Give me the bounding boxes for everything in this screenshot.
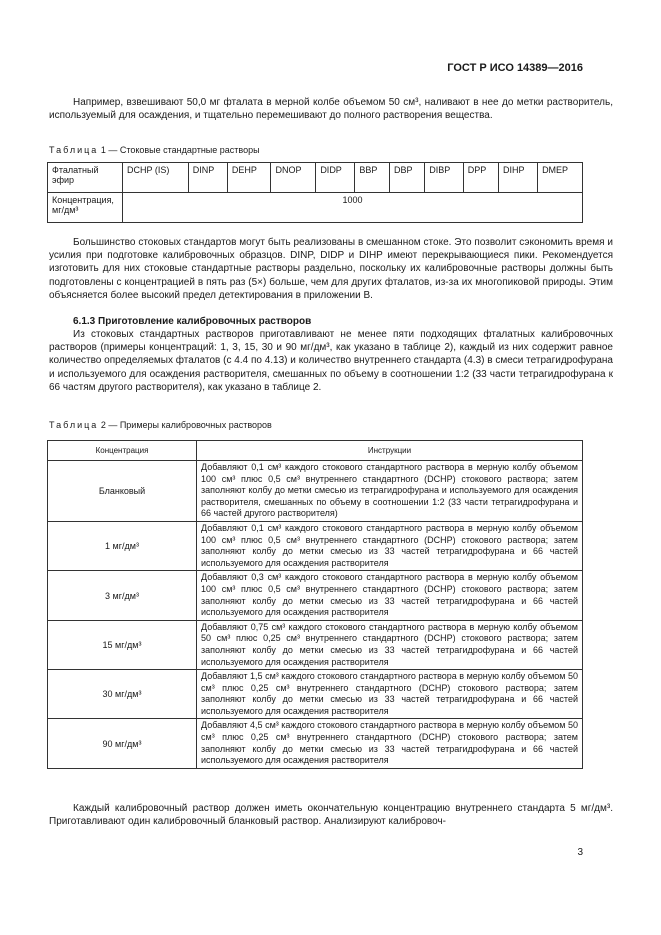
- concentration-cell: 3 мг/дм³: [48, 571, 197, 620]
- table2-header-concentration: Концентрация: [48, 441, 197, 461]
- paragraph-final-concentration: Каждый калибровочный раствор должен иметь окончательную концентрацию внутреннего стандарта 5 мг/дм³. Приготавливают один калибровочный бланковый раствор. Анализируют калибровоч-: [49, 803, 613, 828]
- concentration-cell: 1 мг/дм³: [48, 521, 197, 570]
- table1-row2-label: Концентрация, мг/дм³: [48, 193, 123, 223]
- paragraph-example: Например, взвешивают 50,0 мг фталата в мерной колбе объемом 50 см³, наливают в нее до метки растворитель, используемый для осаждения, и тщательно перемешивают до полного растворения вещества.: [49, 97, 613, 122]
- table2-caption: [49, 420, 272, 430]
- table1-caption: [49, 145, 260, 155]
- concentration-cell: Бланковый: [48, 461, 197, 522]
- table-row: [48, 461, 583, 522]
- instruction-cell: Добавляют 0,3 см³ каждого стокового стандартного раствора в мерную колбу объемом 100 см³ плюс 0,5 см³ внутреннего стандартного (DCHP) стокового раствора; затем заполняют колбу до метки смесью из 33 частей тетрагидрофурана и 66 частей используемого для осаждения растворителя: [197, 571, 583, 620]
- table-row: [48, 521, 583, 570]
- instruction-cell: Добавляют 4,5 см³ каждого стокового стандартного раствора в мерную колбу объемом 50 см³ плюс 0,25 см³ внутреннего стандартного (DCHP) стокового раствора; затем заполняют колбу до метки смесью из 33 частей тетрагидрофурана и 66 частей используемого для осаждения растворителя: [197, 719, 583, 768]
- instruction-cell: Добавляют 0,1 см³ каждого стокового стандартного раствора в мерную колбу объемом 100 см³ плюс 0,5 см³ внутреннего стандартного (DCHP) стокового раствора; затем заполняют колбу до метки смесью из 33 частей тетрагидрофурана и 66 частей используемого для осаждения растворителя: [197, 521, 583, 570]
- standard-header: ГОСТ Р ИСО 14389—2016: [447, 62, 583, 74]
- table-row: [48, 670, 583, 719]
- table1-cell-phthalate: DCHP (IS): [123, 163, 189, 193]
- instruction-cell: Добавляют 1,5 см³ каждого стокового стандартного раствора в мерную колбу объемом 50 см³ плюс 0,25 см³ внутреннего стандартного (DCHP) стокового раствора; затем заполняют колбу до метки смесью из 33 частей тетрагидрофурана и 66 частей используемого для осаждения растворителя: [197, 670, 583, 719]
- table1-cell-phthalate: DIDP: [316, 163, 355, 193]
- table1-caption-word: Таблица: [49, 145, 99, 155]
- instruction-cell: Добавляют 0,75 см³ каждого стокового стандартного раствора в мерную колбу объемом 50 см³ плюс 0,25 см³ внутреннего стандартного (DCHP) стокового раствора; затем заполняют колбу до метки смесью из 33 частей тетрагидрофурана и 66 частей используемого для осаждения растворителя: [197, 620, 583, 669]
- concentration-cell: 30 мг/дм³: [48, 670, 197, 719]
- table1-row-concentration: [48, 193, 583, 223]
- table-row: [48, 571, 583, 620]
- table2-header-row: [48, 441, 583, 461]
- table1-cell-phthalate: DNOP: [271, 163, 316, 193]
- table-row: [48, 719, 583, 768]
- table1-cell-phthalate: DEHP: [227, 163, 271, 193]
- table1-caption-text: 1 — Стоковые стандартные растворы: [100, 145, 260, 155]
- section-heading: 6.1.3 Приготовление калибровочных растворов: [73, 316, 312, 327]
- table1-concentration-value: 1000: [123, 193, 583, 223]
- instruction-cell: Добавляют 0,1 см³ каждого стокового стандартного раствора в мерную колбу объемом 100 см³ плюс 0,5 см³ внутреннего стандартного (DCHP) стокового раствора; затем заполняют колбу до метки смесью из тетрагидрофурана и используемого для осаждения растворителя, смешанных по объему в соотношении 1:2 (33 части тетрагидрофурана и 66 частей другого растворителя): [197, 461, 583, 522]
- table1-cell-phthalate: DIBP: [425, 163, 463, 193]
- table1-row1-label: Фталатный эфир: [48, 163, 123, 193]
- paragraph-calibration: Из стоковых стандартных растворов приготавливают не менее пяти подходящих фталатных калибровочных растворов (примеры концентраций: 1, 3, 15, 30 и 90 мг/дм³, как указано в таблице 2), каждый из них содержит равное количество определяемых фталатов (с 4.4 по 4.13) и количество внутреннего стандарта (4.3) в смеси тетрагидрофурана и используемого для осаждения растворителя, смешанных по объему в соотношении 1:2 (33 части тетрагидрофурана к 66 частям другого растворителя), как указано в таблице 2.: [49, 329, 613, 393]
- table1-cell-phthalate: DMEP: [538, 163, 583, 193]
- stock-solutions-table: [47, 162, 583, 223]
- table2-caption-text: 2 — Примеры калибровочных растворов: [100, 420, 272, 430]
- table1-cell-phthalate: DBP: [390, 163, 425, 193]
- table1-cell-phthalate: BBP: [355, 163, 390, 193]
- paragraph-stock-standards: Большинство стоковых стандартов могут быть реализованы в смешанном стоке. Это позволит сэкономить время и усилия при подготовке калибровочных образцов. DINP, DIDP и DIHP имеют перекрывающиеся пики. Рекомендуется изготовить для них стоковые стандартные растворы раздельно, поскольку их калибровочные растворы должны быть подготовлены с концентрацией в пять раз (5×) больше, чем для других фталатов, из-за их многопиковой природы. Этим объясняется более высокий предел детектирования в приложении В.: [49, 237, 613, 301]
- calibration-solutions-table: [47, 440, 583, 769]
- concentration-cell: 90 мг/дм³: [48, 719, 197, 768]
- concentration-cell: 15 мг/дм³: [48, 620, 197, 669]
- table1-row-phthalates: [48, 163, 583, 193]
- table1-cell-phthalate: DIHP: [498, 163, 537, 193]
- table1-cell-phthalate: DINP: [188, 163, 227, 193]
- page-number: 3: [577, 847, 583, 858]
- table2-caption-word: Таблица: [49, 420, 99, 430]
- table-row: [48, 620, 583, 669]
- table2-header-instructions: Инструкции: [197, 441, 583, 461]
- table1-cell-phthalate: DPP: [463, 163, 498, 193]
